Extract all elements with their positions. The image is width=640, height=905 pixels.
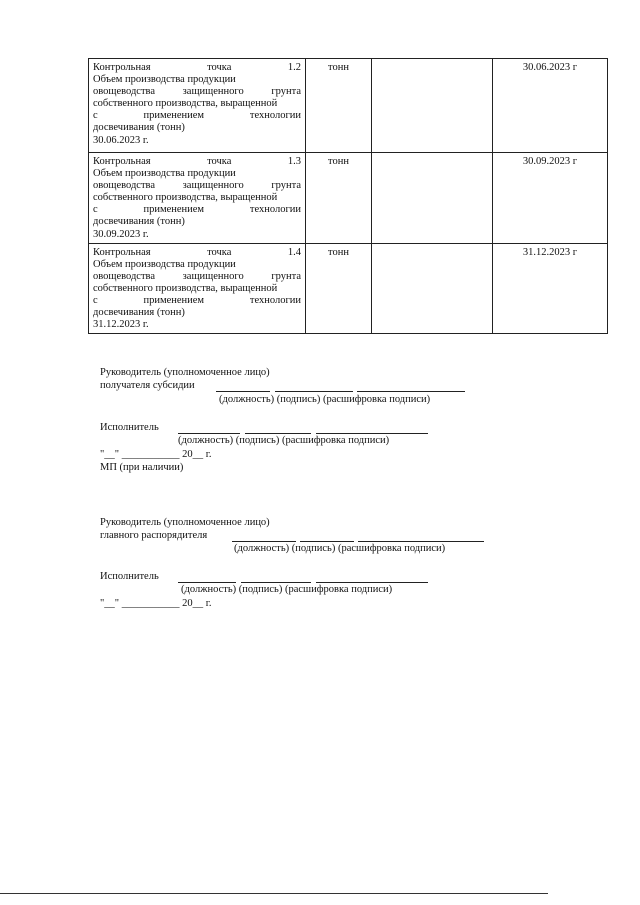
position-field[interactable] [232, 541, 296, 542]
executor-captions: (должность) (подпись) (расшифровка подписи) [178, 435, 390, 446]
date-cell: 30.06.2023 г [493, 59, 608, 153]
control-point-description [89, 153, 306, 244]
desc-word: овощеводства [93, 270, 156, 282]
control-point-description [89, 59, 306, 153]
cp-label: Контрольная [93, 156, 151, 167]
control-points-table [88, 58, 608, 334]
signature-captions: (должность) (подпись) (расшифровка подписи) [234, 543, 446, 554]
date-cell: 31.12.2023 г [493, 243, 608, 334]
desc-line: досвечивания (тонн) [93, 307, 185, 319]
cp-number: 1.2 [287, 62, 301, 73]
desc-word: защищенного [182, 180, 244, 192]
executor-captions: (должность) (подпись) (расшифровка подписи) [181, 584, 393, 595]
table-row [89, 243, 608, 334]
executor-label: Исполнитель [100, 422, 159, 433]
desc-word: с [93, 204, 98, 216]
desc-word: технологии [249, 110, 301, 122]
executor-position-field[interactable] [178, 433, 240, 434]
cp-number: 1.4 [287, 246, 301, 258]
administrator-head-title-line2: главного распорядителя [100, 530, 208, 541]
desc-date: 30.09.2023 г. [93, 228, 149, 240]
desc-line: собственного производства, выращенной [93, 192, 278, 204]
unit-cell: тонн [306, 153, 372, 244]
desc-word: с [93, 295, 98, 307]
executor-label: Исполнитель [100, 571, 159, 582]
signature-decoding-field[interactable] [358, 541, 484, 542]
desc-line: Объем производства продукции [93, 168, 236, 180]
cp-word: точка [207, 246, 232, 258]
page-bottom-rule [0, 893, 548, 894]
desc-word: грунта [271, 180, 301, 192]
desc-word: овощеводства [93, 86, 156, 98]
value-cell [372, 243, 493, 334]
date-line: "__" ___________ 20__ г. [100, 449, 212, 460]
cp-number: 1.3 [287, 156, 301, 167]
desc-line: собственного производства, выращенной [93, 282, 278, 294]
value-cell [372, 59, 493, 153]
desc-line: досвечивания (тонн) [93, 216, 185, 228]
desc-word: защищенного [182, 270, 244, 282]
executor-signature-field[interactable] [241, 582, 311, 583]
desc-line: досвечивания (тонн) [93, 122, 185, 134]
stamp-note: МП (при наличии) [100, 462, 184, 473]
desc-date: 31.12.2023 г. [93, 319, 149, 331]
position-field[interactable] [216, 391, 270, 392]
desc-word: технологии [249, 204, 301, 216]
executor-decoding-field[interactable] [316, 433, 428, 434]
desc-word: грунта [271, 270, 301, 282]
cp-label: Контрольная [93, 62, 151, 73]
cp-label: Контрольная [93, 246, 151, 258]
desc-date: 30.06.2023 г. [93, 134, 149, 146]
signature-field[interactable] [275, 391, 353, 392]
administrator-head-title: Руководитель (уполномоченное лицо) [100, 517, 270, 528]
desc-word: применением [143, 295, 205, 307]
desc-word: применением [143, 204, 205, 216]
desc-word: применением [143, 110, 205, 122]
unit-cell: тонн [306, 243, 372, 334]
recipient-head-title-line2: получателя субсидии [100, 380, 195, 391]
value-cell [372, 153, 493, 244]
executor-position-field[interactable] [178, 582, 236, 583]
date-cell: 30.09.2023 г [493, 153, 608, 244]
signature-decoding-field[interactable] [357, 391, 465, 392]
desc-word: овощеводства [93, 180, 156, 192]
executor-decoding-field[interactable] [316, 582, 428, 583]
control-point-description [89, 243, 306, 334]
table-row [89, 153, 608, 244]
desc-word: грунта [271, 86, 301, 98]
signature-captions: (должность) (подпись) (расшифровка подписи) [219, 394, 431, 405]
cp-word: точка [207, 62, 232, 73]
desc-word: с [93, 110, 98, 122]
recipient-head-title: Руководитель (уполномоченное лицо) [100, 367, 270, 378]
desc-line: собственного производства, выращенной [93, 98, 278, 110]
cp-word: точка [207, 156, 232, 167]
signature-field[interactable] [300, 541, 354, 542]
desc-line: Объем производства продукции [93, 258, 236, 270]
executor-signature-field[interactable] [245, 433, 311, 434]
desc-word: технологии [249, 295, 301, 307]
unit-cell: тонн [306, 59, 372, 153]
desc-line: Объем производства продукции [93, 74, 236, 86]
date-line: "__" ___________ 20__ г. [100, 598, 212, 609]
table-row [89, 59, 608, 153]
desc-word: защищенного [182, 86, 244, 98]
